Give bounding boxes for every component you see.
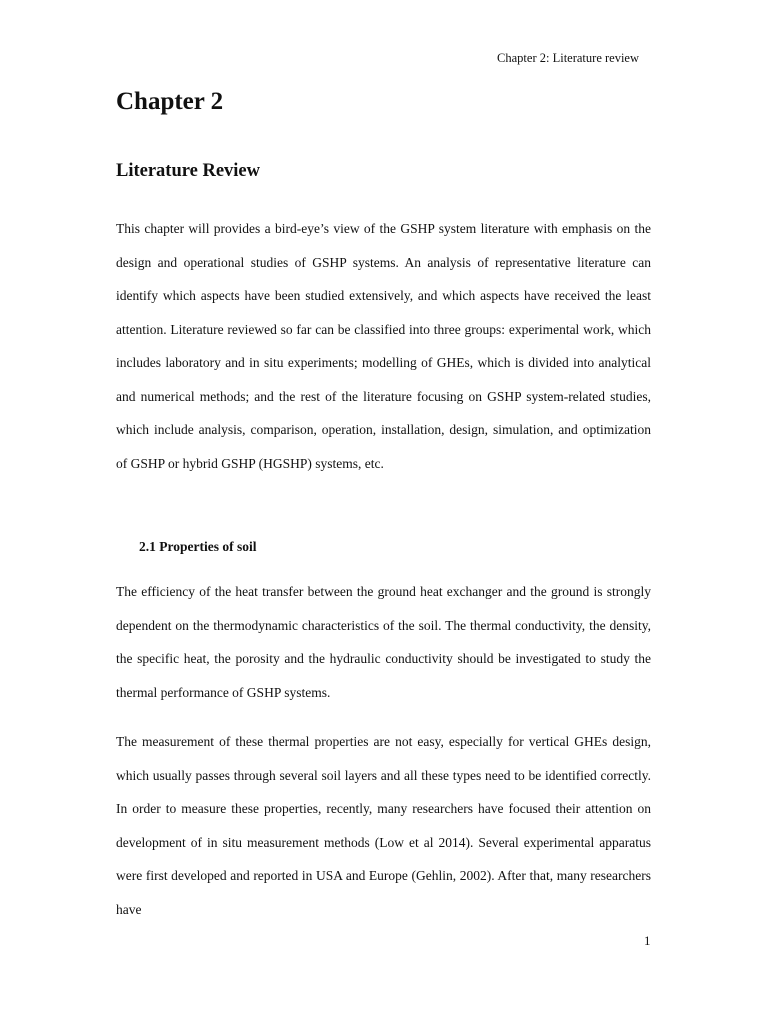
section-heading: 2.1 Properties of soil [139,539,257,554]
intro-paragraph: This chapter will provides a bird-eye’s view of the GSHP system literature with emphasis on the design and operational studies of GSHP systems. An analysis of representative literature can identify which aspects have been studied extensively, and which aspects have received the least attention. Literature reviewed so far can be classified into three groups: experimental work, which includes laboratory and in situ experiments; modelling of GHEs, which is divided into analytical and numerical methods; and the rest of the literature focusing on GSHP system-related studies, which include analysis, comparison, operation, installation, design, simulation, and optimization of GSHP or hybrid GSHP (HGSHP) systems, etc. [116,221,651,471]
page-number: 1 [644,933,651,948]
body-paragraph: The efficiency of the heat transfer between the ground heat exchanger and the ground is strongly dependent on the thermodynamic characteristics of the soil. The thermal conductivity, the density, the specific heat, the porosity and the hydraulic conductivity should be investigated to study the thermal performance of GSHP systems. [116,584,651,700]
running-header: Chapter 2: Literature review [497,51,639,65]
chapter-title-heading: Literature Review [116,161,261,181]
chapter-number-heading: Chapter 2 [116,88,224,115]
body-paragraph: The measurement of these thermal properties are not easy, especially for vertical GHEs design, which usually passes through several soil layers and all these types need to be identified correctly. In order to measure these properties, recently, many researchers have focused their attention on development of in situ measurement methods (Low et al 2014). Several experimental apparatus were first developed and reported in USA and Europe (Gehlin, 2002). After that, many researchers have [116,734,651,917]
